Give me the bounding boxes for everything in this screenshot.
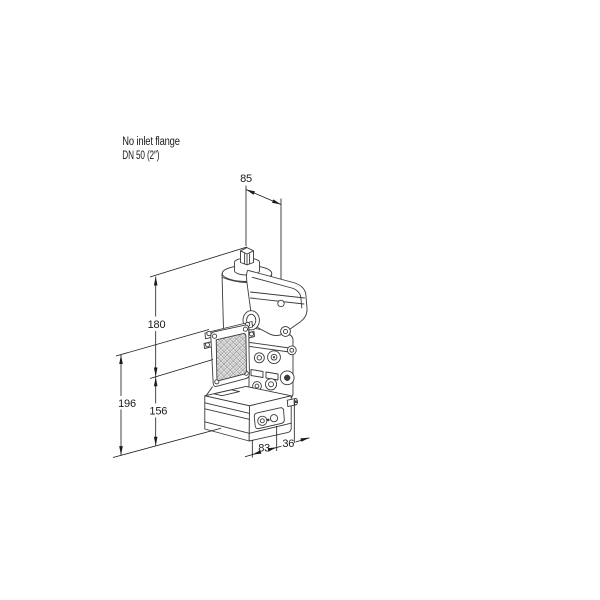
ref-line-mid [150,360,213,379]
dimension-156-label: 156 [149,405,168,418]
valve-assembly [204,248,307,441]
side-stub [287,399,297,407]
vent-grille [216,334,246,381]
product-notes [122,136,180,162]
note-line-2: DN 50 (2″) [122,150,160,163]
cover-hole [278,300,284,306]
ref-line-flange [116,330,209,357]
pressure-regulator [205,386,298,441]
dimension-196-label: 196 [118,397,136,410]
ref-line-bottom [113,428,221,457]
note-line-1: No inlet flange [122,136,180,149]
dimension-overall-height [118,355,136,455]
dimension-85-label: 85 [240,173,252,185]
dimension-36-label: 36 [282,438,295,451]
dimension-83-label: 83 [258,442,271,455]
dimension-upper-height [148,277,168,446]
grille-bezel [206,325,249,396]
dimension-180-label: 180 [147,318,166,331]
